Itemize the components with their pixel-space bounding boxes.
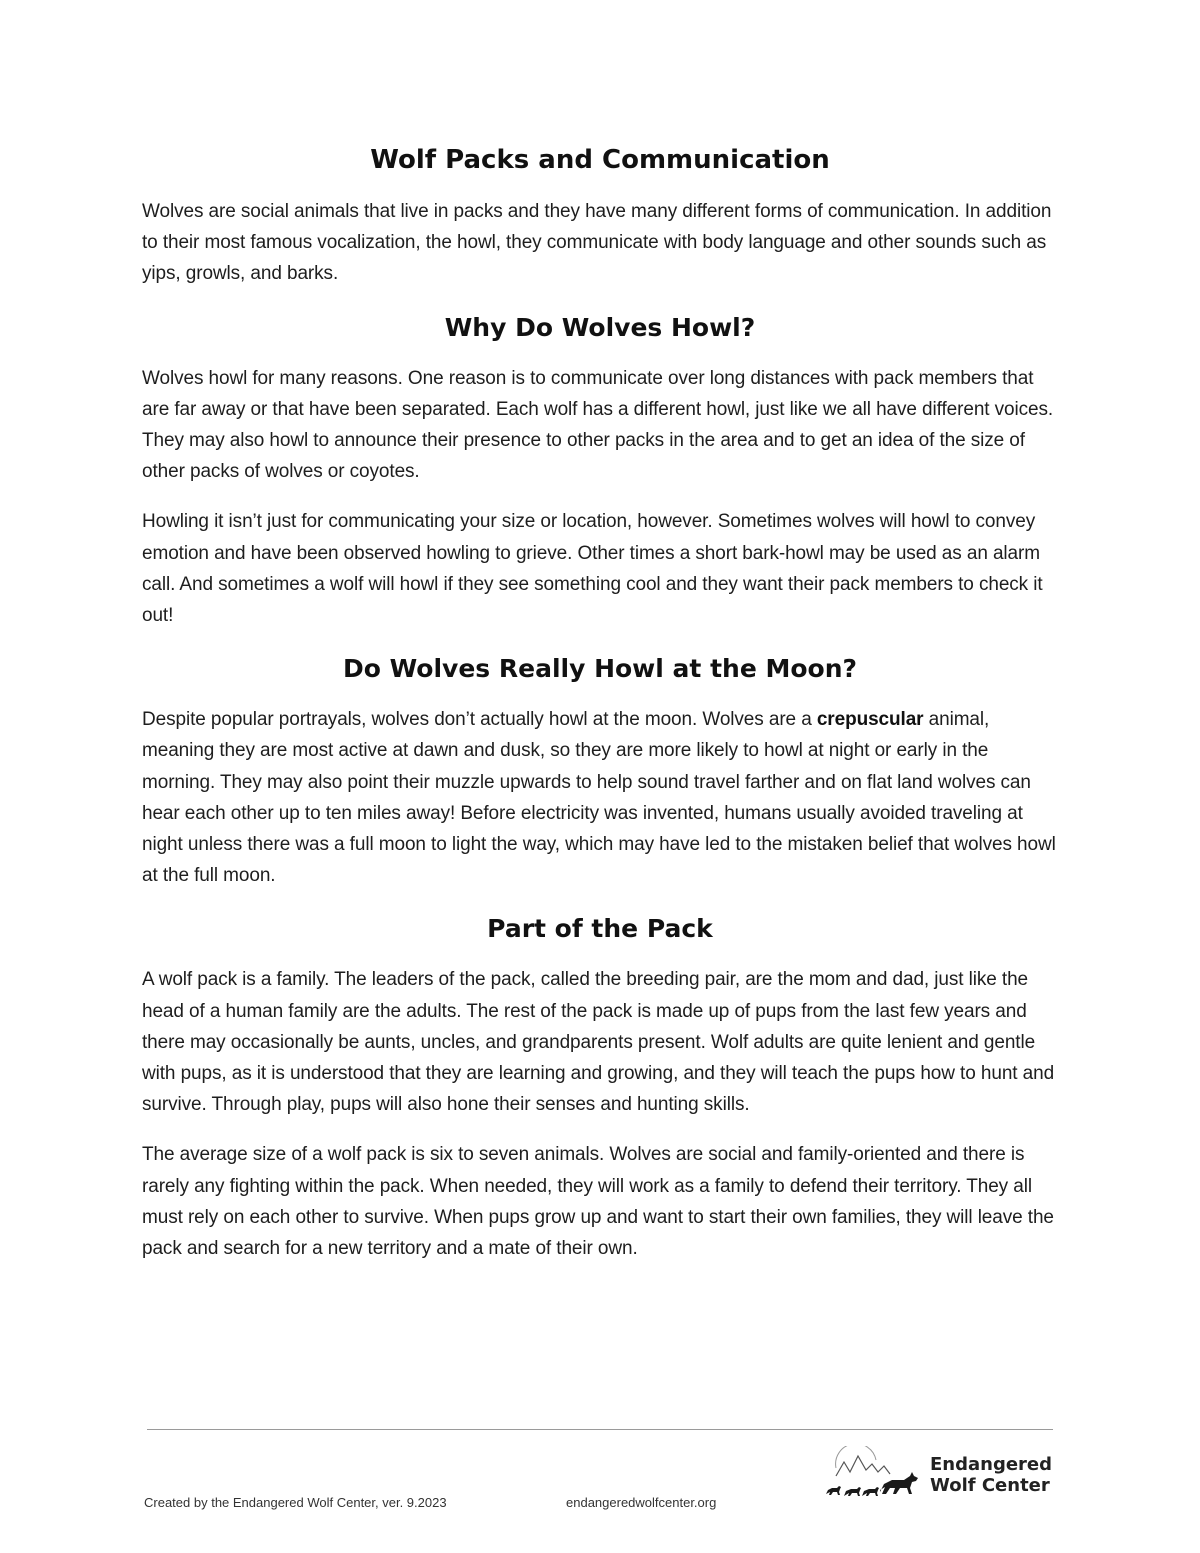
wolf-pack-mountains-logo-icon (824, 1446, 924, 1506)
footer-website: endangeredwolfcenter.org (566, 1495, 717, 1510)
paragraph-howl-moon (142, 704, 1058, 891)
intro-paragraph: Wolves are social animals that live in packs and they have many different forms of communication. In addition to their most famous vocalization, the howl, they communicate with body language and other sounds such as yips, growls, and barks. (142, 201, 1052, 285)
logo-line-1: Endangered (930, 1454, 1053, 1475)
logo-wordmark (930, 1454, 1052, 1496)
footer-credit: Created by the Endangered Wolf Center, ver. 9.2023 (144, 1495, 447, 1510)
logo-line-2: Wolf Center (930, 1475, 1050, 1496)
paragraph-howl-moon-start: Despite popular portrayals, wolves don’t actually howl at the moon. Wolves are a (142, 709, 817, 731)
endangered-wolf-center-logo (824, 1446, 1054, 1506)
paragraph-part-of-pack-1: A wolf pack is a family. The leaders of the pack, called the breeding pair, are the mom and dad, just like the head of a human family are the adults. The rest of the pack is made up of pups from the last few years and there may occasionally be aunts, uncles, and grandparents present. Wolf adults are quite lenient and gentle with pups, as it is understood that they are learning and growing, and they will teach the pups how to hunt and survive. Through play, pups will also hone their senses and hunting skills. (142, 969, 1055, 1116)
section-heading-howl-moon: Do Wolves Really Howl at the Moon? (342, 654, 858, 684)
paragraph-howl-moon-end: animal, meaning they are most active at dawn and dusk, so they are more likely to howl at night or early in the morning. They may also point their muzzle upwards to help sound travel farther and on flat land wolves can hear each other up to ten miles away! Before electricity was invented, humans usually avoided traveling at night unless there was a full moon to light the way, which may have led to the mistaken belief that wolves howl at the full moon. (142, 709, 1056, 887)
paragraph-why-howl-1: Wolves howl for many reasons. One reason is to communicate over long distances with pack members that are far away or that have been separated. Each wolf has a different howl, just like we all have different voices. They may also howl to announce their presence to other packs in the area and to get an idea of the size of other packs of wolves or coyotes. (142, 367, 1054, 483)
section-heading-part-of-pack: Part of the Pack (487, 914, 713, 944)
document-body (142, 140, 1058, 1283)
paragraph-part-of-pack-2: The average size of a wolf pack is six to seven animals. Wolves are social and family-oriented and there is rarely any fighting within the pack. When needed, they will work as a family to defend their territory. They all must rely on each other to survive. When pups grow up and want to start their own families, they will leave the pack and search for a new territory and a mate of their own. (142, 1144, 1054, 1260)
term-crepuscular: crepuscular (816, 709, 924, 731)
document-title: Wolf Packs and Communication (370, 145, 830, 175)
section-heading-why-howl: Why Do Wolves Howl? (444, 312, 756, 342)
footer-divider (147, 1429, 1053, 1430)
paragraph-why-howl-2: Howling it isn’t just for communicating your size or location, however. Sometimes wolves will howl to convey emotion and have been observed howling to grieve. Other times a short bark-howl may be used as an alarm call. And sometimes a wolf will howl if they see something cool and they want their pack members to check it out! (142, 511, 1043, 627)
